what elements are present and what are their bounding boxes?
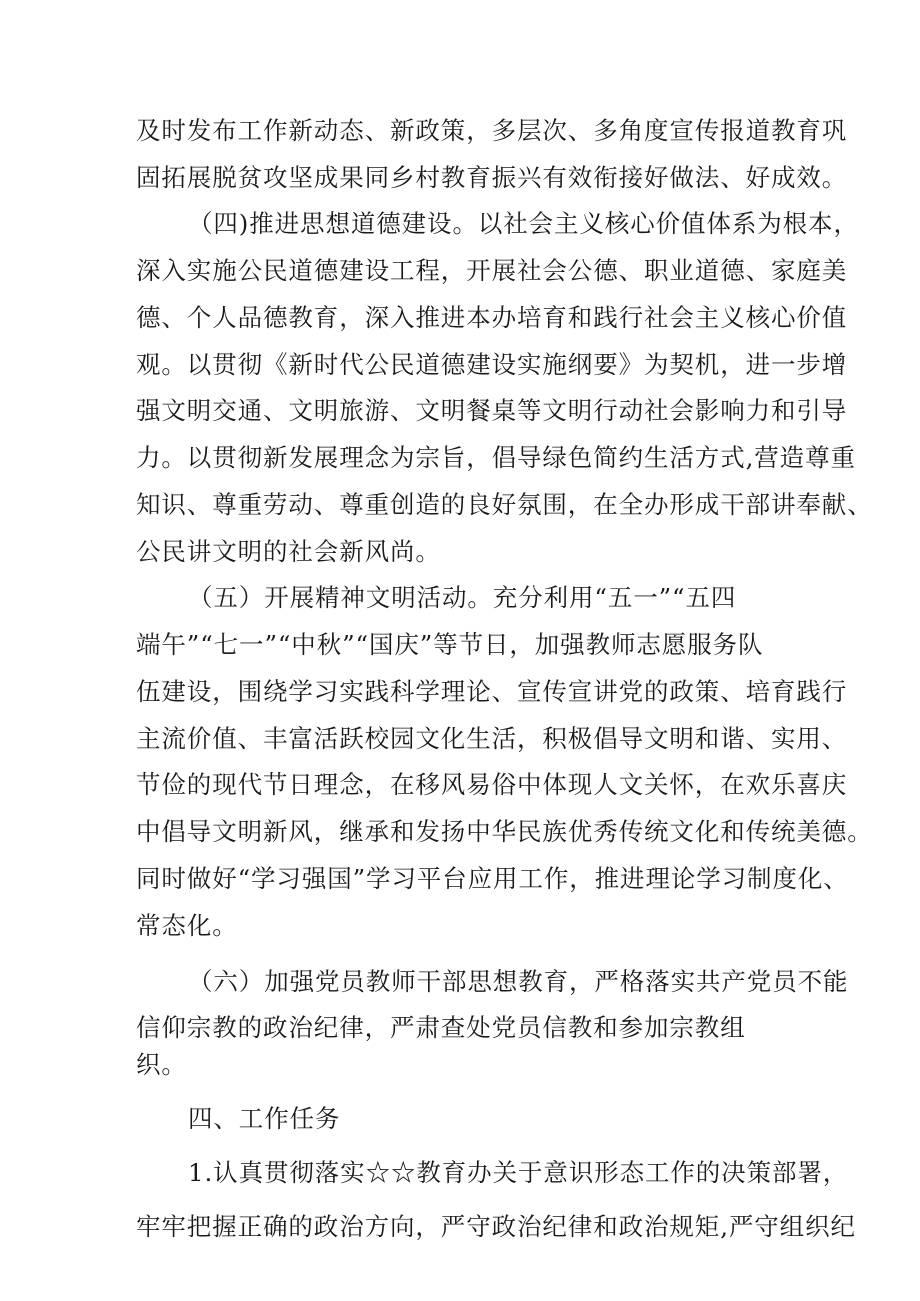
body-line: 公民讲文明的社会新风尚。 xyxy=(136,537,441,566)
body-line: 织。 xyxy=(136,1050,187,1079)
body-line: 知识、尊重劳动、尊重创造的良好氛围，在全办形成干部讲奉献、 xyxy=(136,490,873,519)
body-line: 及时发布工作新动态、新政策，多层次、多角度宣传报道教育巩 xyxy=(136,116,848,145)
body-line: 伍建设，围绕学习实践科学理论、宣传宣讲党的政策、培育践行 xyxy=(136,677,848,706)
body-line: 牢牢把握正确的政治方向，严守政治纪律和政治规矩,严守组织纪 xyxy=(136,1212,856,1241)
body-line: 常态化。 xyxy=(136,911,238,940)
body-line: 观。以贯彻《新时代公民道德建设实施纲要》为契机，进一步增 xyxy=(136,350,848,379)
body-line: 深入实施公民道德建设工程，开展社会公德、职业道德、家庭美 xyxy=(136,256,848,285)
body-line: 力。以贯彻新发展理念为宗旨，倡导绿色简约生活方式,营造尊重 xyxy=(136,443,856,472)
paragraph-heading-6: （六）加强党员教师干部思想教育，严格落实共产党员不能 xyxy=(188,967,849,996)
paragraph-heading-5: （五）开展精神文明活动。充分利用“五一”“五四 xyxy=(188,583,737,612)
paragraph-heading-4: （四)推进思想道德建设。以社会主义核心价值体系为根本， xyxy=(188,209,859,238)
body-line: 主流价值、丰富活跃校园文化生活，积极倡导文明和谐、实用、 xyxy=(136,724,848,753)
list-item: 1.认真贯彻落实☆☆教育办关于意识形态工作的决策部署， xyxy=(188,1158,849,1187)
body-line: 固拓展脱贫攻坚成果同乡村教育振兴有效衔接好做法、好成效。 xyxy=(136,163,848,192)
body-line: 德、个人品德教育，深入推进本办培育和践行社会主义核心价值 xyxy=(136,303,848,332)
section-heading: 四、工作任务 xyxy=(188,1104,341,1133)
body-line: 强文明交通、文明旅游、文明餐桌等文明行动社会影响力和引导 xyxy=(136,396,848,425)
body-line: 信仰宗教的政治纪律，严肃查处党员信教和参加宗教组 xyxy=(136,1013,746,1042)
body-line: 同时做好“学习强国”学习平台应用工作，推进理论学习制度化、 xyxy=(136,864,849,893)
body-line: 中倡导文明新风，继承和发扬中华民族优秀传统文化和传统美德。 xyxy=(136,817,873,846)
body-line: 节俭的现代节日理念，在移风易俗中体现人文关怀，在欢乐喜庆 xyxy=(136,770,848,799)
body-line: 端午”“七一”“中秋”“国庆”等节日，加强教师志愿服务队 xyxy=(136,630,764,659)
